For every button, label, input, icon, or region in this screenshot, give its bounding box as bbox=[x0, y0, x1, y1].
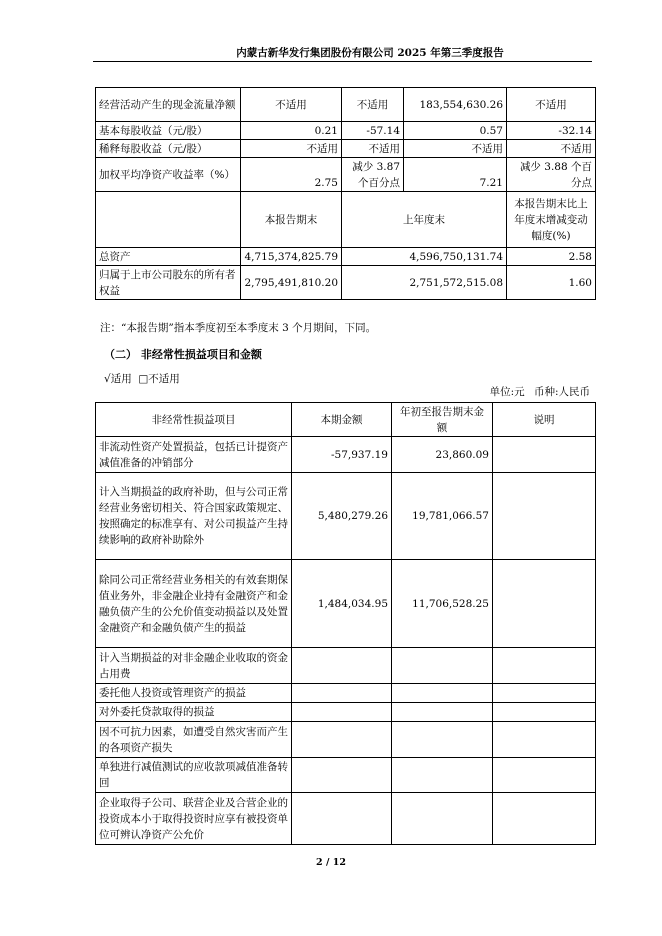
table-row bbox=[96, 473, 596, 560]
table-cell: -57.14 bbox=[342, 122, 404, 140]
table-cell: 不适用 bbox=[241, 88, 342, 122]
column-header: 年初至报告期末金额 bbox=[392, 403, 493, 437]
table-cell bbox=[392, 758, 493, 793]
table-row bbox=[96, 437, 596, 473]
table-cell: 不适用 bbox=[404, 140, 507, 158]
item-label: 对外委托贷款取得的损益 bbox=[96, 703, 292, 722]
column-header: 本期金额 bbox=[292, 403, 392, 437]
page-number: 2 / 12 bbox=[316, 857, 346, 868]
table-cell bbox=[493, 758, 596, 793]
table-cell: 2.58 bbox=[507, 248, 596, 266]
table-row bbox=[96, 722, 596, 758]
table-cell bbox=[292, 684, 392, 703]
table-cell: 0.21 bbox=[241, 122, 342, 140]
table-cell: 不适用 bbox=[342, 140, 404, 158]
table-cell: 减少 3.88 个百分点 bbox=[507, 158, 596, 192]
column-header: 说明 bbox=[493, 403, 596, 437]
column-header: 非经常性损益项目 bbox=[96, 403, 292, 437]
table-cell: 7.21 bbox=[404, 158, 507, 192]
table-cell: 4,596,750,131.74 bbox=[342, 248, 507, 266]
table-cell bbox=[493, 437, 596, 473]
table-header-row bbox=[96, 403, 596, 437]
table-row bbox=[96, 88, 596, 122]
table-cell: 不适用 bbox=[507, 140, 596, 158]
table-cell: 不适用 bbox=[241, 140, 342, 158]
table-row bbox=[96, 703, 596, 722]
table-cell: 2,795,491,810.20 bbox=[241, 266, 342, 300]
row-label: 经营活动产生的现金流量净额 bbox=[96, 88, 241, 122]
row-label: 稀释每股收益（元/股） bbox=[96, 140, 241, 158]
table-cell: 减少 3.87 个百分点 bbox=[342, 158, 404, 192]
table-row bbox=[96, 158, 596, 192]
table-cell bbox=[493, 560, 596, 648]
footnote: 注：“本报告期”指本季度初至本季度末 3 个月期间，下同。 bbox=[100, 322, 377, 334]
table-cell: 11,706,528.25 bbox=[392, 560, 493, 648]
table-cell: 183,554,630.26 bbox=[404, 88, 507, 122]
table-row bbox=[96, 266, 596, 300]
not-applicable-option: □不适用 bbox=[138, 373, 180, 385]
table-cell: 2.75 bbox=[241, 158, 342, 192]
table-cell bbox=[292, 722, 392, 758]
table-cell: 5,480,279.26 bbox=[292, 473, 392, 560]
table-cell: 2,751,572,515.08 bbox=[342, 266, 507, 300]
table-cell bbox=[493, 722, 596, 758]
table-cell bbox=[292, 758, 392, 793]
table-row bbox=[96, 248, 596, 266]
applicability-checkboxes bbox=[104, 371, 180, 386]
table-cell: 4,715,374,825.79 bbox=[241, 248, 342, 266]
table-cell bbox=[493, 648, 596, 684]
table-cell: -57,937.19 bbox=[292, 437, 392, 473]
table-cell bbox=[493, 793, 596, 845]
row-label: 加权平均净资产收益率（%） bbox=[96, 158, 241, 192]
financial-indicators-table bbox=[95, 87, 596, 300]
table-row bbox=[96, 122, 596, 140]
item-label: 非流动性资产处置损益，包括已计提资产减值准备的冲销部分 bbox=[96, 437, 292, 473]
table-cell bbox=[392, 703, 493, 722]
subheader-cell bbox=[96, 192, 241, 248]
subheader-cell: 上年度末 bbox=[342, 192, 507, 248]
header-rule bbox=[93, 61, 592, 62]
applicable-option: √适用 bbox=[104, 373, 132, 385]
table-row bbox=[96, 560, 596, 648]
table-cell: 不适用 bbox=[507, 88, 596, 122]
table-cell bbox=[292, 793, 392, 845]
table-cell bbox=[493, 473, 596, 560]
table-cell bbox=[292, 648, 392, 684]
row-label: 基本每股收益（元/股） bbox=[96, 122, 241, 140]
section-title: （二） 非经常性损益项目和金额 bbox=[104, 348, 262, 361]
table-cell bbox=[392, 793, 493, 845]
item-label: 单独进行减值测试的应收款项减值准备转回 bbox=[96, 758, 292, 793]
table-cell: 23,860.09 bbox=[392, 437, 493, 473]
table-cell bbox=[392, 648, 493, 684]
row-label: 总资产 bbox=[96, 248, 241, 266]
item-label: 企业取得子公司、联营企业及合营企业的投资成本小于取得投资时应享有被投资单位可辨认净资产公允价 bbox=[96, 793, 292, 845]
table-cell: 不适用 bbox=[342, 88, 404, 122]
table-cell bbox=[493, 684, 596, 703]
table-cell: 1,484,034.95 bbox=[292, 560, 392, 648]
table-cell bbox=[493, 703, 596, 722]
non-recurring-items-table bbox=[95, 402, 596, 845]
subheader-cell: 本报告期末比上年度末增减变动幅度(%) bbox=[507, 192, 596, 248]
table-cell: 1.60 bbox=[507, 266, 596, 300]
item-label: 计入当期损益的政府补助，但与公司正常经营业务密切相关、符合国家政策规定、按照确定的标准享有、对公司损益产生持续影响的政府补助除外 bbox=[96, 473, 292, 560]
item-label: 除同公司正常经营业务相关的有效套期保值业务外，非金融企业持有金融资产和金融负债产生的公允价值变动损益以及处置金融资产和金融负债产生的损益 bbox=[96, 560, 292, 648]
table-row bbox=[96, 648, 596, 684]
currency-unit: 单位:元 币种:人民币 bbox=[489, 386, 590, 398]
item-label: 委托他人投资或管理资产的损益 bbox=[96, 684, 292, 703]
row-label: 归属于上市公司股东的所有者权益 bbox=[96, 266, 241, 300]
table-row bbox=[96, 793, 596, 845]
table-cell bbox=[392, 722, 493, 758]
table-row bbox=[96, 684, 596, 703]
table-cell: -32.14 bbox=[507, 122, 596, 140]
table-cell bbox=[292, 703, 392, 722]
report-header: 内蒙古新华发行集团股份有限公司 2025 年第三季度报告 bbox=[236, 47, 504, 59]
table-subheader-row bbox=[96, 192, 596, 248]
table-cell bbox=[392, 684, 493, 703]
table-row bbox=[96, 758, 596, 793]
table-cell: 0.57 bbox=[404, 122, 507, 140]
table-row bbox=[96, 140, 596, 158]
item-label: 因不可抗力因素，如遭受自然灾害而产生的各项资产损失 bbox=[96, 722, 292, 758]
item-label: 计入当期损益的对非金融企业收取的资金占用费 bbox=[96, 648, 292, 684]
subheader-cell: 本报告期末 bbox=[241, 192, 342, 248]
table-cell: 19,781,066.57 bbox=[392, 473, 493, 560]
